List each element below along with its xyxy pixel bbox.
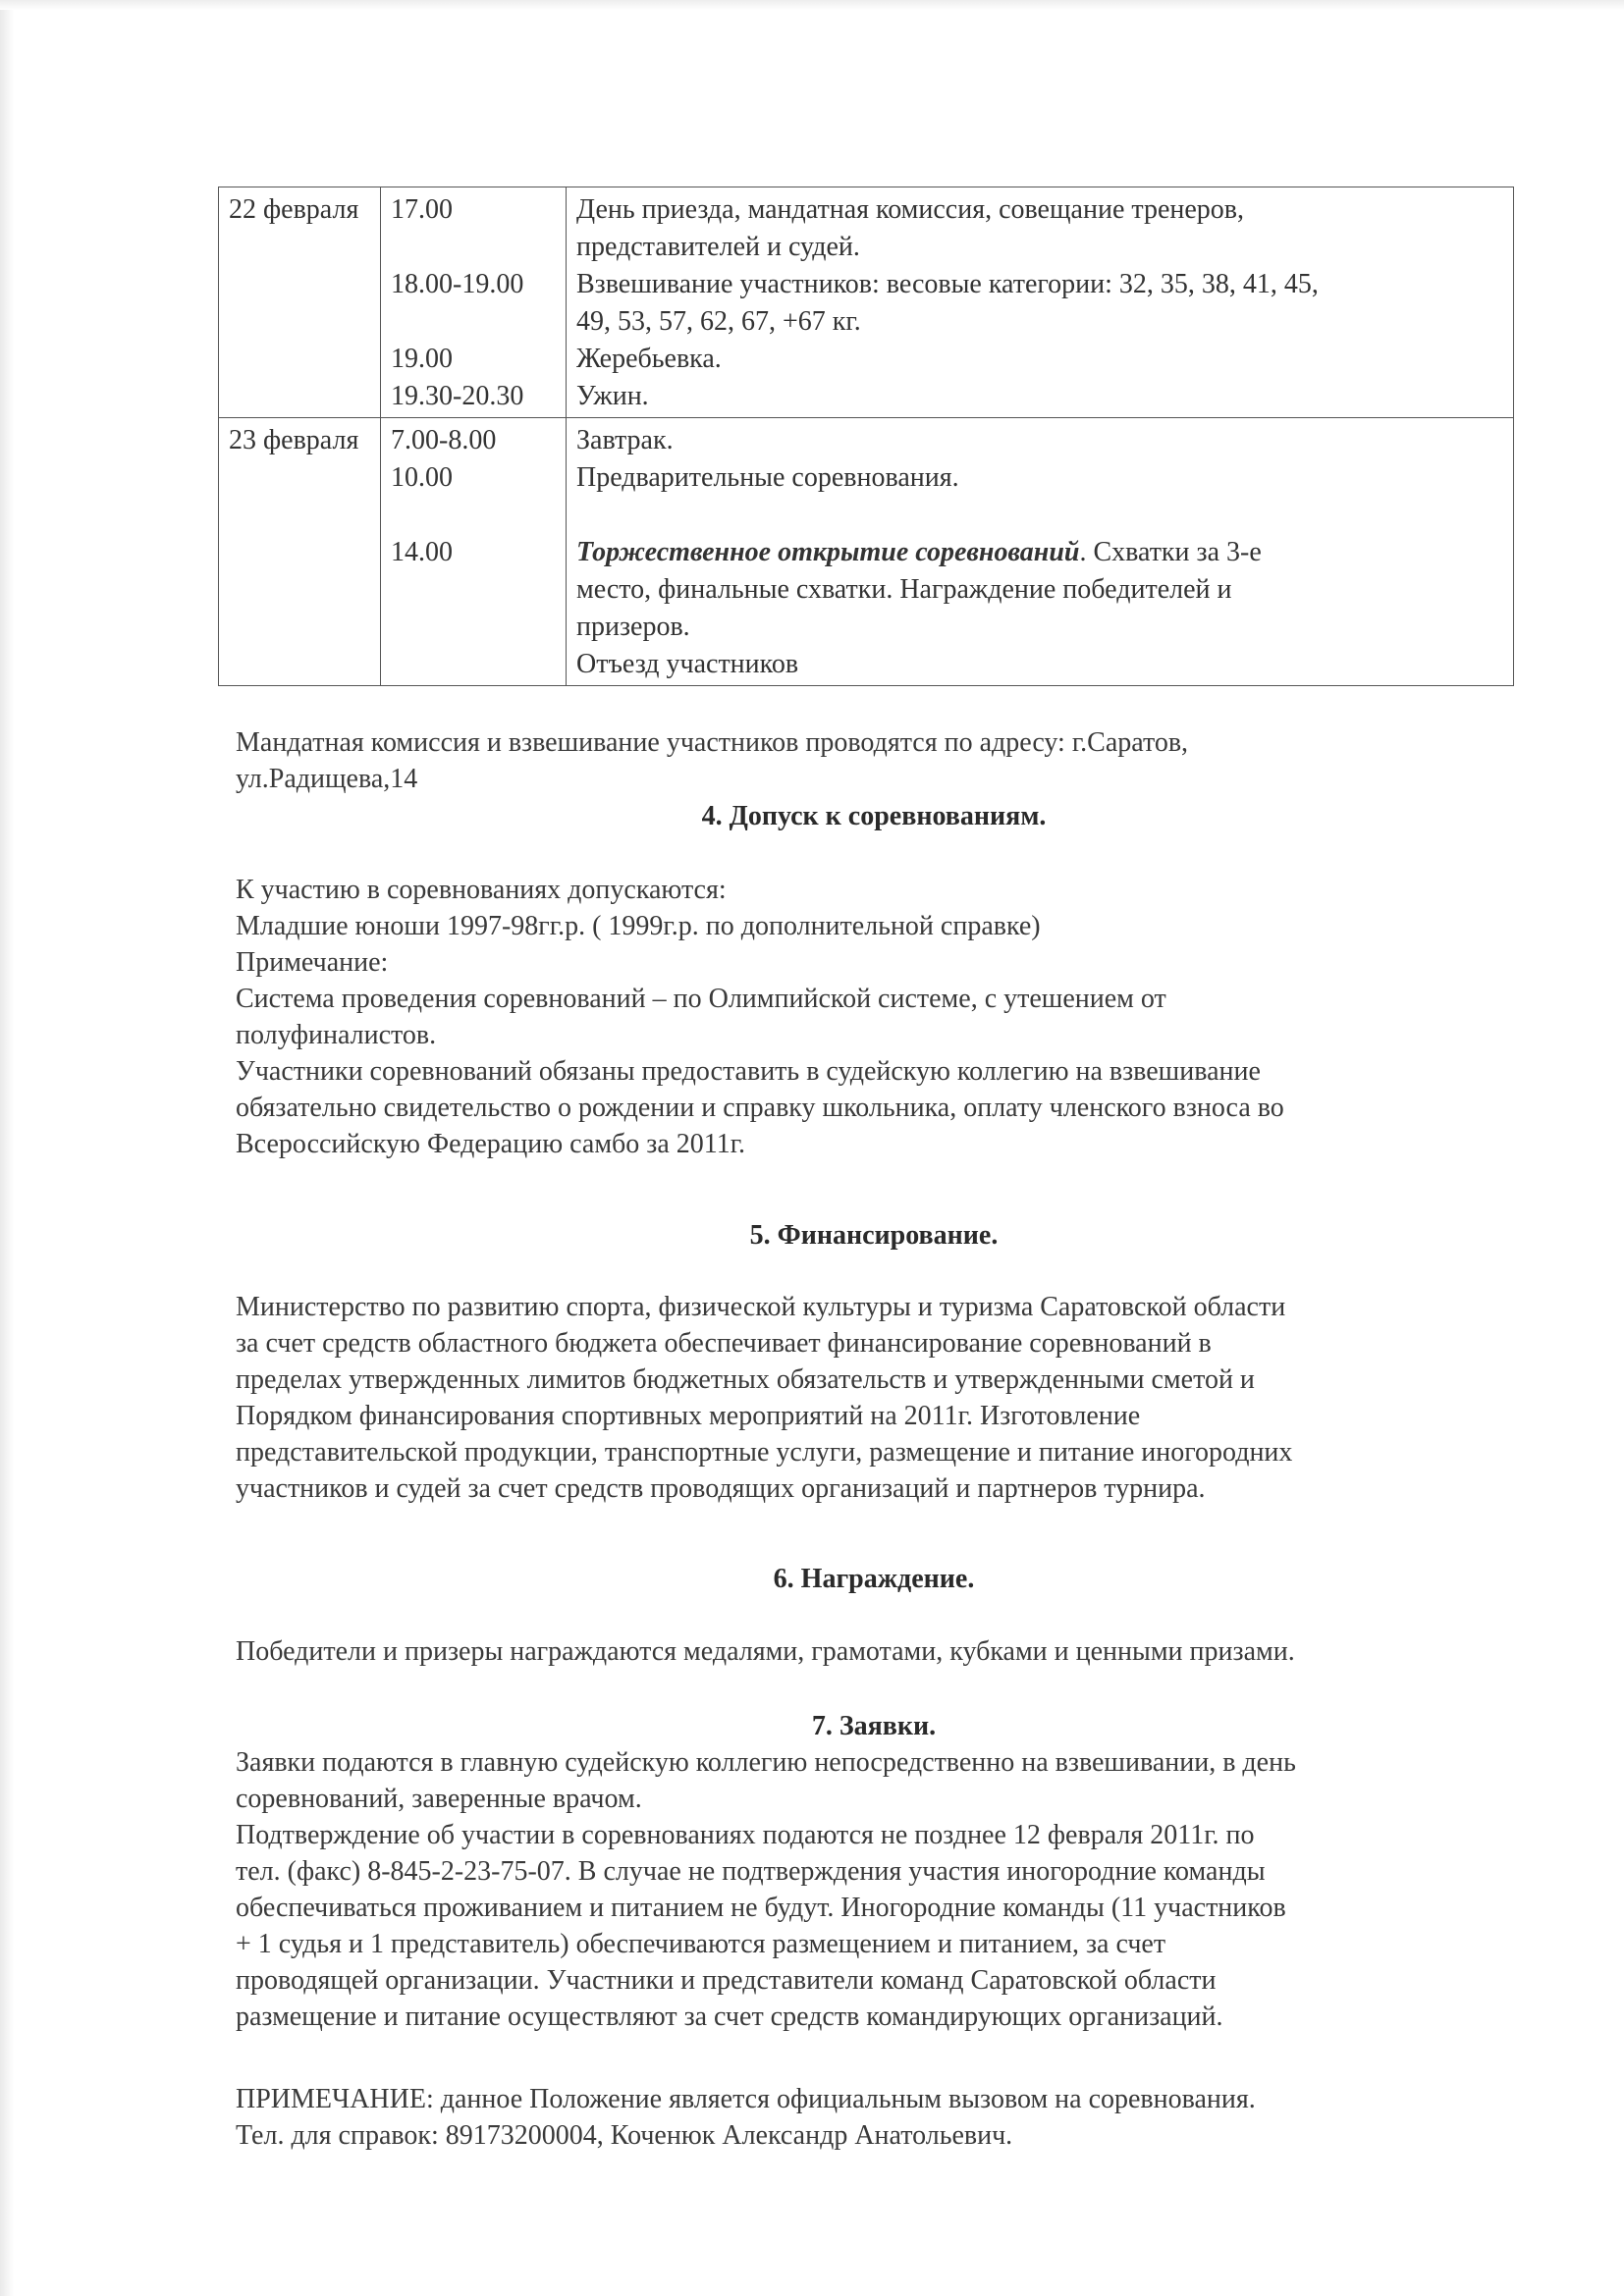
time-cell (381, 187, 567, 418)
opening-rest-text: . Схватки за 3-е (1079, 537, 1262, 567)
event-cell (567, 187, 1514, 418)
event-text: Предварительные соревнования. (576, 462, 959, 493)
paragraph-line: размещение и питание осуществляют за счет средств командирующих организаций. (236, 2002, 1223, 2032)
spacer (391, 229, 556, 266)
paragraph-line: Всероссийскую Федерацию самбо за 2011г. (236, 1129, 746, 1159)
section-5-title: 5. Финансирование. (749, 1220, 999, 1251)
opening-ceremony-label: Торжественное открытие соревнований (576, 537, 1080, 567)
paragraph-line: пределах утвержденных лимитов бюджетных обязательств и утвержденными сметой и (236, 1364, 1255, 1395)
section-7-title: 7. Заявки. (811, 1711, 937, 1741)
event-text: Взвешивание участников: весовые категории: 32, 35, 38, 41, 45, (576, 269, 1319, 299)
scan-edge-left (0, 0, 14, 2296)
paragraph-line: за счет средств областного бюджета обеспечивает финансирование соревнований в (236, 1328, 1212, 1359)
event-text: призеров. (576, 612, 690, 642)
spacer (391, 497, 556, 534)
paragraph-line: Тел. для справок: 89173200004, Коченюк Александр Анатольевич. (236, 2120, 1013, 2151)
time-text: 19.00 (391, 344, 453, 374)
section-5-body (236, 1289, 1512, 1507)
paragraph-line: полуфиналистов. (236, 1020, 437, 1050)
paragraph-line: Младшие юноши 1997-98гг.р. ( 1999г.р. по дополнительной справке) (236, 911, 1041, 941)
event-text: Жеребьевка. (576, 344, 722, 374)
time-text: 18.00-19.00 (391, 269, 524, 299)
opening-line (576, 534, 1503, 571)
address-line: Мандатная комиссия и взвешивание участников проводятся по адресу: г.Саратов, (236, 727, 1189, 758)
paragraph-line: Порядком финансирования спортивных мероприятий на 2011г. Изготовление (236, 1401, 1141, 1431)
paragraph-line: соревнований, заверенные врачом. (236, 1784, 642, 1814)
section-7-body (236, 1744, 1512, 2035)
event-cell (567, 418, 1514, 686)
event-text: Ужин. (576, 381, 649, 411)
paragraph-line: Примечание: (236, 947, 389, 978)
paragraph-line: + 1 судья и 1 представитель) обеспечиваются размещением и питанием, за счет (236, 1929, 1166, 1959)
paragraph-line: проводящей организации. Участники и представители команд Саратовской области (236, 1965, 1217, 1996)
section-6-body (236, 1633, 1512, 1670)
date-cell (219, 187, 381, 418)
spacer (391, 303, 556, 341)
event-text: Завтрак. (576, 425, 674, 455)
date-text: 23 февраля (229, 425, 359, 455)
address-line: ул.Радищева,14 (236, 764, 418, 794)
spacer (576, 497, 1503, 534)
paragraph-line: представительской продукции, транспортные услуги, размещение и питание иногородних (236, 1437, 1293, 1468)
paragraph-line: Участники соревнований обязаны предоставить в судейскую коллегию на взвешивание (236, 1056, 1261, 1087)
time-cell (381, 418, 567, 686)
section-4-body (236, 872, 1512, 1162)
time-text: 17.00 (391, 194, 453, 225)
footer-note (236, 2081, 1512, 2154)
schedule-table (218, 187, 1514, 686)
event-text: представителей и судей. (576, 232, 860, 262)
paragraph-line: участников и судей за счет средств проводящих организаций и партнеров турнира. (236, 1473, 1206, 1504)
section-4-title: 4. Допуск к соревнованиям. (701, 801, 1047, 831)
event-text: Отъезд участников (576, 649, 799, 679)
section-6-title: 6. Награждение. (773, 1564, 975, 1594)
time-text: 19.30-20.30 (391, 381, 524, 411)
paragraph-line: Министерство по развитию спорта, физической культуры и туризма Саратовской области (236, 1292, 1286, 1322)
paragraph-line: Подтверждение об участии в соревнованиях подаются не позднее 12 февраля 2011г. по (236, 1820, 1255, 1850)
paragraph-line: Победители и призеры награждаются медалями, грамотами, кубками и ценными призами. (236, 1636, 1295, 1667)
paragraph-line: ПРИМЕЧАНИЕ: данное Положение является официальным вызовом на соревнования. (236, 2084, 1256, 2114)
table-row (219, 418, 1514, 686)
time-text: 7.00-8.00 (391, 425, 497, 455)
paragraph-line: обязательно свидетельство о рождении и справку школьника, оплату членского взноса во (236, 1093, 1284, 1123)
paragraph-line: Заявки подаются в главную судейскую коллегию непосредственно на взвешивании, в день (236, 1747, 1296, 1778)
paragraph-line: К участию в соревнованиях допускаются: (236, 875, 727, 905)
time-text: 14.00 (391, 537, 453, 567)
event-text: День приезда, мандатная комиссия, совещание тренеров, (576, 194, 1245, 225)
date-text: 22 февраля (229, 194, 359, 225)
event-text: место, финальные схватки. Награждение победителей и (576, 574, 1232, 605)
date-cell (219, 418, 381, 686)
table-row (219, 187, 1514, 418)
event-text: 49, 53, 57, 62, 67, +67 кг. (576, 306, 861, 337)
paragraph-line: обеспечиваться проживанием и питанием не будут. Иногородние команды (11 участников (236, 1893, 1286, 1923)
paragraph-line: тел. (факс) 8-845-2-23-75-07. В случае не подтверждения участия иногородние команды (236, 1856, 1266, 1887)
address-note (236, 724, 1512, 797)
paragraph-line: Система проведения соревнований – по Олимпийской системе, с утешением от (236, 984, 1166, 1014)
time-text: 10.00 (391, 462, 453, 493)
scan-edge-top (0, 0, 1624, 10)
